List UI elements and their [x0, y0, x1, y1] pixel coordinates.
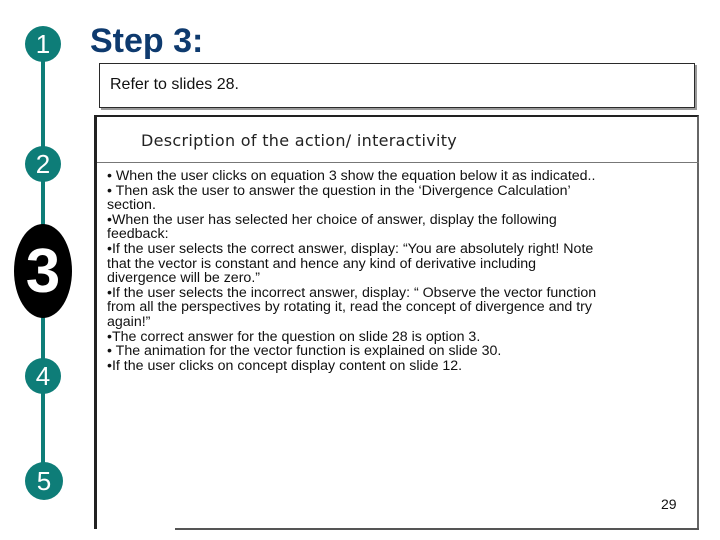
page-number: 29: [661, 496, 677, 512]
panel-bottom-border: [175, 528, 699, 530]
description-line: • Then ask the user to answer the question in the ‘Divergence Calculation’: [107, 182, 571, 199]
description-line: that the vector is constant and hence any kind of derivative including: [107, 255, 537, 272]
description-line: from all the perspectives by rotating it, read the concept of divergence and try: [107, 299, 593, 316]
description-line: • When the user clicks on equation 3 show the equation below it as indicated..: [107, 168, 596, 184]
step-3-marker-active[interactable]: 3: [14, 224, 72, 318]
description-line: section.: [107, 197, 156, 214]
description-divider: [97, 162, 699, 163]
refer-text: Refer to slides 28.: [110, 76, 239, 93]
description-line: feedback:: [107, 226, 169, 243]
refer-box: [99, 63, 695, 108]
step-5-marker[interactable]: 5: [25, 462, 63, 500]
description-line: divergence will be zero.”: [107, 270, 260, 287]
description-line: • The animation for the vector function is explained on slide 30.: [107, 343, 502, 360]
description-line: •When the user has selected her choice of answer, display the following: [107, 211, 557, 228]
description-line: again!”: [107, 313, 151, 330]
description-line: •If the user selects the incorrect answer, display: “ Observe the vector function: [107, 284, 597, 301]
description-body: [107, 169, 667, 373]
description-line: •If the user selects the correct answer, display: “You are absolutely right! Note: [107, 240, 594, 257]
step-4-marker[interactable]: 4: [25, 358, 61, 394]
slide-title: Step 3:: [90, 22, 204, 60]
step-1-marker[interactable]: 1: [25, 26, 61, 62]
description-line: •The correct answer for the question on slide 28 is option 3.: [107, 328, 481, 345]
step-2-marker[interactable]: 2: [25, 146, 61, 182]
description-title: Description of the action/ interactivity: [141, 131, 458, 150]
description-line: •If the user clicks on concept display content on slide 12.: [107, 357, 463, 374]
